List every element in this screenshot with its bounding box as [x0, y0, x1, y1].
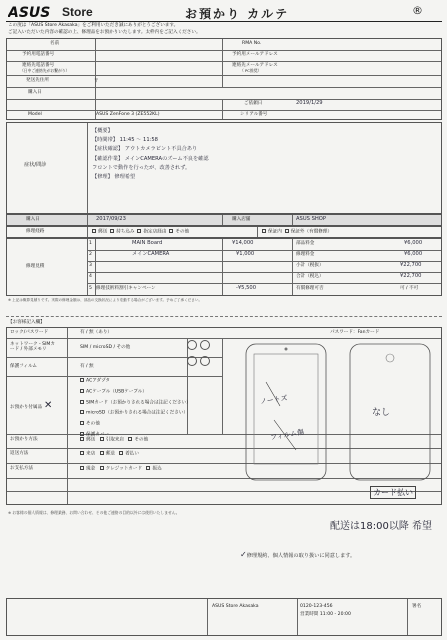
purchase-row [6, 214, 442, 226]
warranty-options [262, 229, 332, 235]
purchase-date-value: 2017/09/23 [96, 216, 126, 222]
payment-option: 現金 [86, 466, 96, 472]
estimate-price: ¥14,000 [232, 240, 254, 246]
accessory-item: その他 [86, 421, 100, 427]
lock-extra: パスワード：Fanカード [330, 330, 380, 335]
form-title: お預かり カルテ [185, 7, 290, 21]
payment-option: クレジットカード [105, 466, 143, 472]
estimate-item: MAIN Board [132, 240, 163, 246]
purchase-date-label: 購入日 [26, 217, 40, 222]
symptom-line: 【症状確認】 アウトカメラピント不具合あり [92, 146, 198, 153]
intro-text: この度は「ASUS Store Akasaka」をご利用いただき誠にありがとうございます。 [8, 23, 179, 28]
footer-sign-label: 署名 [412, 604, 422, 609]
estimate-label: 修理見積 [26, 264, 45, 269]
rma-field[interactable] [290, 41, 430, 47]
estimate-value: ¥6,000 [404, 251, 423, 257]
footer-disclaimer: ※ お客様の個人情報は、修理業務、お問い合わせ、その他ご連絡の目的以外には使用いたしません。 [8, 510, 180, 515]
model-value: ASUS ZenFone 3 (ZE552KL) [96, 112, 160, 117]
return-option: 郵送 [105, 451, 115, 457]
estimate-value: ¥22,700 [400, 262, 422, 268]
phone2-label: 連絡先電話番号 [22, 63, 55, 68]
route-option: 持ち込み [116, 229, 135, 235]
accessory-checkbox[interactable] [80, 400, 84, 404]
pickup-options [80, 437, 148, 443]
store-value: ASUS SHOP [296, 216, 326, 222]
name-label: 名前 [50, 41, 60, 46]
symptom-line: 【確認作業】 メインCAMERAのズーム不良を確認 [92, 155, 209, 162]
handwritten-check: ✕ [44, 400, 53, 411]
email-label: 予約用メールアドレス [232, 52, 278, 57]
asus-logo [8, 4, 58, 20]
address-label: 発送先住所 [26, 78, 49, 83]
estimate-value: 可 / 不可 [400, 286, 419, 291]
warranty-checkbox[interactable] [262, 229, 266, 233]
route-checkbox[interactable] [110, 229, 114, 233]
accessory-item: ACケーブル（USBケーブル） [86, 389, 147, 395]
estimate-no: 2 [89, 252, 92, 257]
option-circle[interactable] [200, 340, 210, 350]
network-value: SIM / microSD / その他 [80, 345, 131, 350]
phone-label: 予約用電話番号 [22, 52, 55, 57]
store-title: Store [62, 5, 93, 19]
footer-hours: 営業時間 11:00 - 20:00 [300, 612, 351, 617]
model-label: Model [28, 112, 42, 117]
estimate-price: ¥1,000 [236, 251, 255, 257]
estimate-item: メインCAMERA [132, 251, 170, 257]
symptom-line: フロントで動作を行ったが、改善されず。 [92, 164, 191, 171]
rma-label: RMA No. [242, 41, 262, 46]
route-option: 郵送 [98, 229, 108, 235]
return-checkbox[interactable] [100, 451, 104, 455]
warranty-checkbox[interactable] [285, 229, 289, 233]
route-label: 修理経路 [26, 229, 45, 234]
route-options [92, 229, 189, 235]
phone2-sub: （日中ご連絡先がお繋がり） [20, 68, 70, 73]
route-row [6, 226, 442, 238]
estimate-value: ¥6,000 [404, 240, 423, 246]
receipt-label: ご依頼日 [244, 101, 263, 106]
pickup-checkbox[interactable] [100, 437, 104, 441]
accessory-item: microSD（お預かりされる場合は注記ください） [86, 410, 189, 416]
symptom-label: 症状/問診 [24, 162, 47, 168]
film-label: 保護フィルム [10, 364, 38, 369]
return-checkbox[interactable] [119, 451, 123, 455]
return-options [80, 451, 139, 457]
accessory-checkbox[interactable] [80, 432, 84, 436]
accessory-checkbox[interactable] [80, 410, 84, 414]
estimate-no: 5 [89, 286, 92, 291]
estimate-price: -¥5,500 [236, 285, 257, 291]
name-field[interactable] [100, 41, 210, 47]
return-label: 返送方法 [10, 451, 29, 456]
accessory-item: 保護カバー [86, 432, 109, 438]
symptom-line: 【概要】 [92, 128, 113, 134]
estimate-key: 合計（税込） [296, 274, 324, 279]
address-prefix: 〒 [94, 79, 99, 84]
route-checkbox[interactable] [92, 229, 96, 233]
warranty-option: 保証内 [268, 229, 282, 235]
footer-phone: 0120-123-456 [300, 604, 333, 609]
route-option: その他 [175, 229, 190, 235]
front-sketch-note: ノートズ [259, 394, 289, 406]
warranty-option: 保証外（有償修理） [290, 229, 333, 235]
device-front-sketch [236, 342, 336, 482]
estimate-item: 修理技術料割引キャンペーン [96, 286, 156, 291]
symptom-box [6, 122, 442, 214]
symptom-line: 【時間帯】 11:45 ～ 11:58 [92, 137, 158, 144]
estimate-key: 部品料金 [296, 241, 315, 246]
estimate-no: 1 [89, 241, 92, 246]
accessory-list [80, 378, 191, 438]
email2-label: 連絡先メールアドレス [232, 63, 278, 68]
front-sketch-note: フィルム傷 [269, 428, 305, 442]
intro-text-2: ご記入いただいた内容の確認の上、修理品をお預かりいたします。太枠内をご記入ください。 [8, 30, 201, 35]
payment-checkbox[interactable] [100, 466, 104, 470]
receipt-date: 2019/1/29 [296, 100, 323, 106]
return-option: 着払い [125, 451, 139, 457]
estimate-table [6, 238, 442, 296]
payment-option: 振込 [152, 466, 162, 472]
handwritten-note-right: カード払い [370, 486, 416, 499]
film-value: 有 / 無 [80, 364, 94, 369]
estimate-key: 小計（税抜） [296, 263, 324, 268]
route-checkbox[interactable] [169, 229, 173, 233]
estimate-note: ※ 上記は概算見積りです。実際の修理金額は、部品の交換状況により変動する場合がございます。予めご了承ください。 [8, 298, 203, 302]
estimate-key: 修理料金 [296, 252, 315, 257]
accessory-item: ACアダプタ [86, 378, 111, 384]
serial-label: シリアル番号 [240, 112, 268, 117]
handwritten-note-bottom: 配送は18:00以降 希望 [330, 521, 432, 532]
accessory-item: SIMカード（お預かりされる場合は注記ください） [86, 400, 191, 406]
return-checkbox[interactable] [80, 451, 84, 455]
store-label: 購入店舗 [232, 217, 251, 222]
route-checkbox[interactable] [137, 229, 141, 233]
footer-store: ASUS Store Akasaka [212, 604, 259, 609]
estimate-value: ¥22,700 [400, 273, 422, 279]
pickup-option: 郵送 [86, 437, 96, 443]
email2-sub: （ PC推奨） [240, 68, 262, 73]
pickup-label: お預かり方法 [10, 437, 38, 442]
return-option: 来店 [86, 451, 96, 457]
registered-mark: ® [412, 4, 423, 17]
agree-text: 修理規約、個人情報の取り扱いに同意します。 [246, 553, 356, 559]
customer-info-table [6, 38, 442, 120]
back-sketch-note: なし [372, 408, 391, 418]
pickup-checkbox[interactable] [80, 437, 84, 441]
svg-text:ASUS: ASUS [8, 5, 51, 20]
pickup-option: 引取来店 [105, 437, 124, 443]
lock-value: 有 / 無（あり） [80, 330, 113, 335]
pickup-checkbox[interactable] [128, 437, 132, 441]
pickup-option: その他 [134, 437, 149, 443]
network-label: ネットワーク・SIMカード / 外部メモリ [10, 342, 55, 353]
accessory-checkbox[interactable] [80, 389, 84, 393]
agree-label: ✓修理規約、個人情報の取り扱いに同意します。 [240, 550, 356, 559]
checklist-section-label: 【お客様記入欄】 [8, 320, 45, 325]
option-circle[interactable] [187, 340, 197, 350]
symptom-line: 【修理】 修理希望 [92, 174, 136, 181]
payment-label: お支払方法 [10, 466, 33, 471]
accessory-checkbox[interactable] [80, 378, 84, 382]
payment-checkbox[interactable] [146, 466, 150, 470]
route-option: 指定店経由 [143, 229, 167, 235]
payment-checkbox[interactable] [80, 466, 84, 470]
purchase-label: 購入日 [28, 90, 42, 95]
estimate-no: 3 [89, 263, 92, 268]
estimate-key: 有償修理可否 [296, 286, 324, 291]
estimate-no: 4 [89, 274, 92, 279]
accessory-label: お預かり付属品 [10, 405, 43, 410]
payment-options [80, 466, 162, 472]
accessory-checkbox[interactable] [80, 421, 84, 425]
lock-label: ロック/パスワード [10, 330, 49, 335]
symptom-notes [92, 128, 209, 180]
option-circle[interactable] [200, 356, 210, 366]
option-circle[interactable] [187, 356, 197, 366]
